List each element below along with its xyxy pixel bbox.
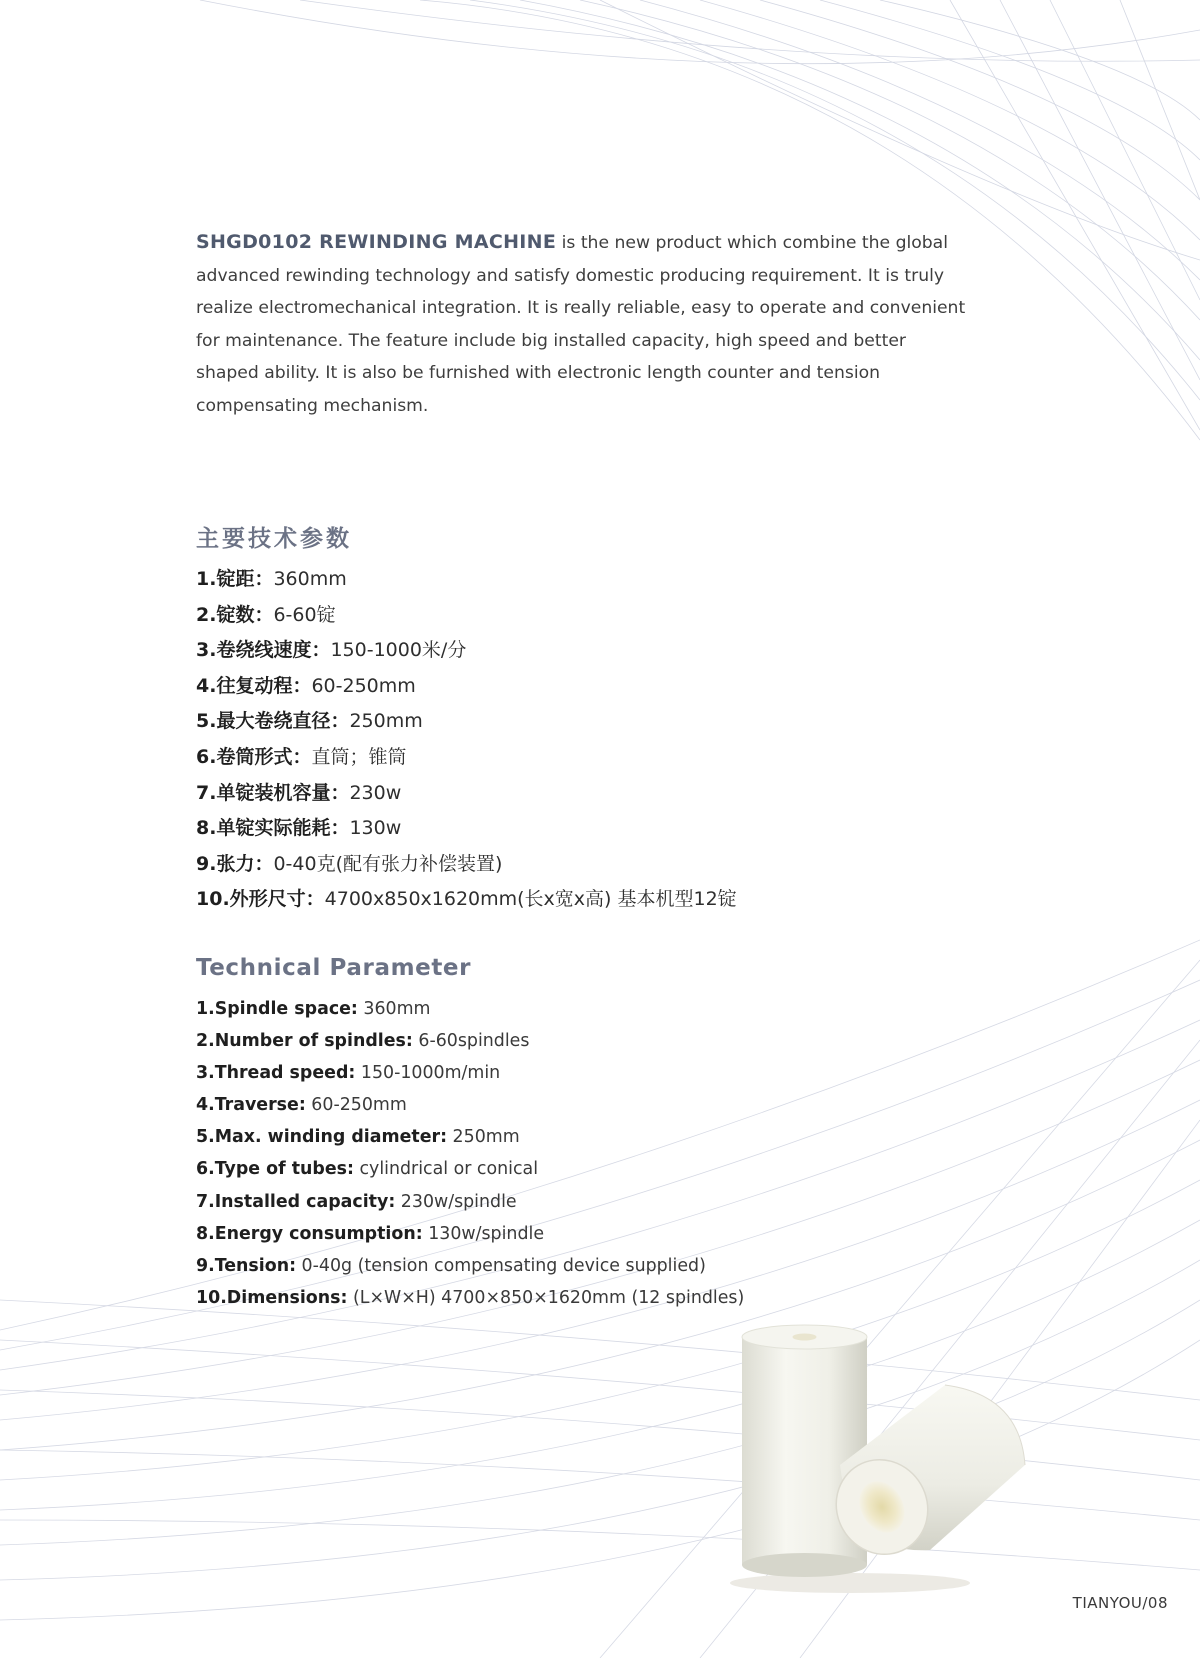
param-value: 250mm: [349, 710, 423, 733]
en-param-item: [196, 993, 744, 1025]
param-value: 6-60锭: [273, 603, 336, 626]
cn-param-item: [196, 562, 737, 598]
param-value: cylindrical or conical: [353, 1159, 539, 1180]
param-label: 4.Traverse:: [196, 1095, 306, 1116]
param-label: 8.单锭实际能耗：: [196, 817, 350, 840]
cn-param-item: [196, 704, 737, 740]
en-param-item: [196, 1282, 744, 1314]
param-label: 10.Dimensions:: [196, 1287, 348, 1308]
cn-section-title: 主要技术参数: [196, 526, 352, 552]
param-value: 0-40克(配有张力补偿装置): [273, 852, 503, 875]
param-value: 360mm: [273, 568, 347, 590]
cn-param-item: [196, 740, 737, 776]
param-value: 130w/spindle: [422, 1223, 545, 1244]
param-value: 230w/spindle: [395, 1191, 517, 1212]
intro-text: is the new product which combine the global advanced rewinding technology and satisfy domestic producing requirement. It is truly realize electromechanical integration. It is really reliable, easy to operate and convenient for maintenance. The feature include big installed capacity, high speed and better shaped ability. It is also be furnished with electronic length counter and tension compensating mechanism.: [196, 233, 966, 416]
param-label: 7.单锭装机容量：: [196, 781, 350, 804]
param-label: 6.Type of tubes:: [196, 1159, 354, 1180]
param-value: (L×W×H) 4700×850×1620mm (12 spindles): [347, 1287, 745, 1308]
param-label: 6.卷筒形式：: [196, 745, 312, 768]
param-label: 3.卷绕线速度：: [196, 639, 331, 662]
param-label: 5.最大卷绕直径：: [196, 710, 350, 733]
param-value: 6-60spindles: [412, 1031, 530, 1052]
cn-param-item: [196, 598, 737, 634]
cn-parameter-list: [196, 562, 737, 918]
cn-param-item: [196, 633, 737, 669]
en-param-item: [196, 1218, 744, 1250]
param-value: 150-1000米/分: [330, 639, 467, 662]
en-param-item: [196, 1250, 744, 1282]
param-value: 4700x850x1620mm(长x宽x高) 基本机型12锭: [324, 888, 737, 911]
cn-param-item: [196, 669, 737, 705]
cn-param-item: [196, 776, 737, 812]
param-label: 3.Thread speed:: [196, 1063, 356, 1084]
en-param-item: [196, 1153, 744, 1185]
param-label: 1.锭距：: [196, 568, 274, 590]
product-name: SHGD0102 REWINDING MACHINE: [196, 231, 557, 253]
en-param-item: [196, 1057, 744, 1089]
param-value: 直筒；锥筒: [311, 745, 407, 768]
param-value: 360mm: [357, 999, 431, 1019]
param-label: 1.Spindle space:: [196, 999, 358, 1019]
param-label: 5.Max. winding diameter:: [196, 1127, 448, 1148]
yarn-spools-image: [730, 1315, 1050, 1595]
cn-param-item: [196, 847, 737, 883]
intro-paragraph: [196, 226, 966, 423]
en-param-item: [196, 1089, 744, 1121]
param-label: 9.Tension:: [196, 1255, 297, 1276]
cn-param-item: [196, 882, 737, 918]
param-value: 60-250mm: [311, 674, 416, 697]
en-param-item: [196, 1025, 744, 1057]
param-label: 2.锭数：: [196, 603, 274, 626]
param-value: 150-1000m/min: [355, 1063, 501, 1084]
param-label: 4.往复动程：: [196, 674, 312, 697]
en-section-title: Technical Parameter: [196, 955, 472, 981]
page-number: TIANYOU/08: [1072, 1594, 1168, 1612]
en-param-item: [196, 1186, 744, 1218]
param-label: 9.张力：: [196, 852, 274, 875]
param-label: 10.外形尺寸：: [196, 888, 325, 911]
param-label: 7.Installed capacity:: [196, 1191, 396, 1212]
param-value: 250mm: [447, 1127, 520, 1148]
param-value: 230w: [349, 781, 402, 804]
param-value: 130w: [349, 817, 402, 840]
param-label: 2.Number of spindles:: [196, 1031, 413, 1052]
cn-param-item: [196, 811, 737, 847]
param-value: 60-250mm: [305, 1095, 407, 1116]
en-param-item: [196, 1121, 744, 1153]
en-parameter-list: [196, 993, 744, 1314]
param-label: 8.Energy consumption:: [196, 1223, 423, 1244]
param-value: 0-40g (tension compensating device supplied): [296, 1255, 706, 1276]
